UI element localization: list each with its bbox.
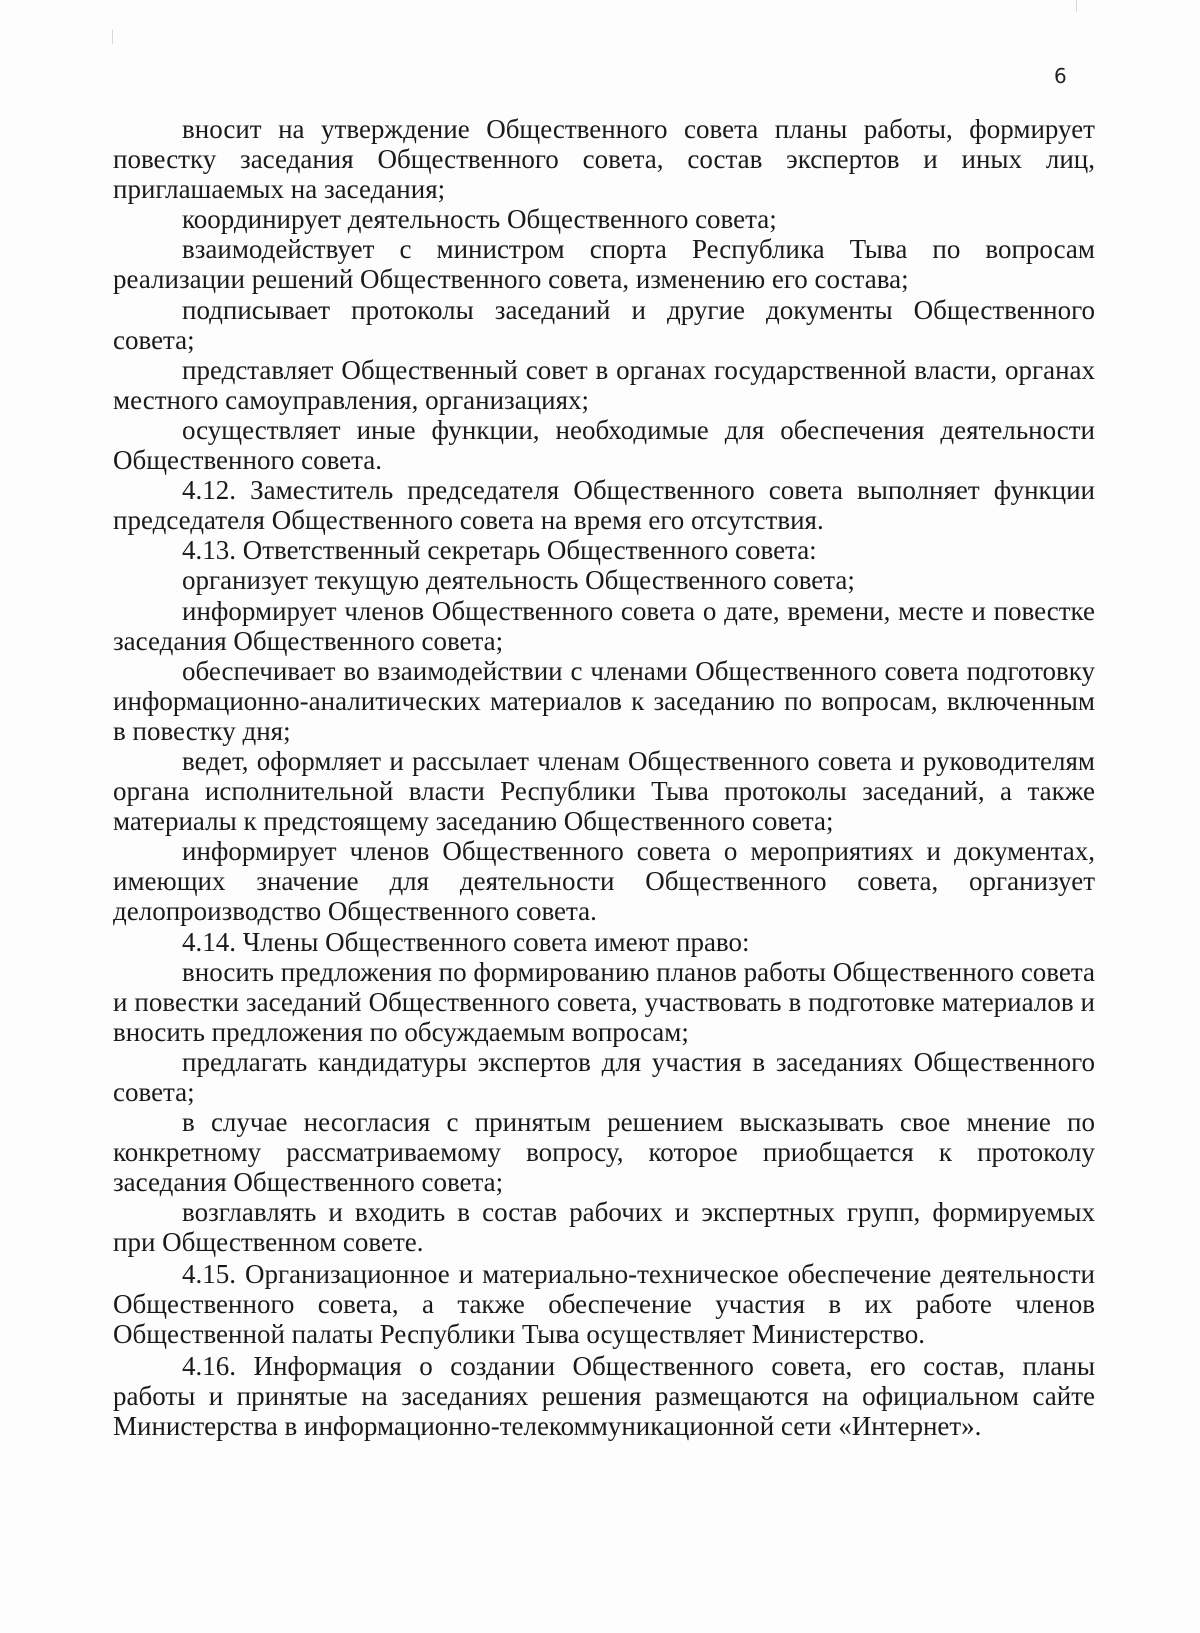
paragraph: взаимодействует с министром спорта Республика Тыва по вопросам реализации решений Общественного совета, изменению его состава; (113, 234, 1095, 295)
paragraph: представляет Общественный совет в органах государственной власти, органах местного самоуправления, организациях; (113, 354, 1095, 415)
paragraph: вносить предложения по формированию планов работы Общественного совета и повестки заседаний Общественного совета, участвовать в подготовке материалов и вносить предложения по обсуждаемым вопросам; (113, 956, 1095, 1047)
paragraph: организует текущую деятельность Общественного совета; (182, 565, 855, 596)
document-body (113, 114, 1095, 1441)
paragraph: осуществляет иные функции, необходимые для обеспечения деятельности Общественного совета. (113, 414, 1095, 476)
paragraph: возглавлять и входить в состав рабочих и экспертных групп, формируемых при Общественном совете. (113, 1197, 1095, 1258)
paragraph: предлагать кандидатуры экспертов для участия в заседаниях Общественного совета; (113, 1046, 1095, 1107)
paragraph: 4.14. Члены Общественного совета имеют право: (182, 926, 750, 957)
paragraph: координирует деятельность Общественного совета; (182, 204, 777, 235)
paragraph: вносит на утверждение Общественного совета планы работы, формирует повестку заседания Общественного совета, состав экспертов и иных лиц, приглашаемых на заседания; (113, 114, 1095, 205)
paragraph: информирует членов Общественного совета о мероприятиях и документах, имеющих значение для деятельности Общественного совета, организует делопроизводство Общественного совета. (113, 836, 1095, 927)
paragraph: 4.16. Информация о создании Общественного совета, его состав, планы работы и принятые на заседаниях решения размещаются на официальном сайте Министерства в информационно-телекоммуникационной сети «Интернет». (113, 1350, 1095, 1442)
paragraph: 4.12. Заместитель председателя Общественного совета выполняет функции председателя Общественного совета на время его отсутствия. (113, 475, 1095, 536)
paragraph: подписывает протоколы заседаний и другие документы Общественного совета; (113, 294, 1095, 355)
scan-edge-mark-left (112, 30, 113, 44)
paragraph: 4.15. Организационное и материально-техническое обеспечение деятельности Общественного совета, а также обеспечение участия в их работе членов Общественной палаты Республики Тыва осуществляет Министерство. (113, 1259, 1095, 1350)
paragraph: ведет, оформляет и рассылает членам Общественного совета и руководителям органа исполнительной власти Республики Тыва протоколы заседаний, а также материалы к предстоящему заседанию Общественного совета; (113, 745, 1095, 837)
paragraph: обеспечивает во взаимодействии с членами Общественного совета подготовку информационно-аналитических материалов к заседанию по вопросам, включенным в повестку дня; (113, 655, 1095, 746)
paragraph: в случае несогласия с принятым решением высказывать свое мнение по конкретному рассматриваемому вопросу, которое приобщается к протоколу заседания Общественного совета; (113, 1107, 1095, 1198)
paragraph: 4.13. Ответственный секретарь Общественного совета: (182, 535, 817, 566)
page-number: 6 (1054, 64, 1067, 88)
paragraph: информирует членов Общественного совета о дате, времени, месте и повестке заседания Общественного совета; (113, 595, 1095, 656)
scan-edge-mark-right (1076, 0, 1077, 12)
